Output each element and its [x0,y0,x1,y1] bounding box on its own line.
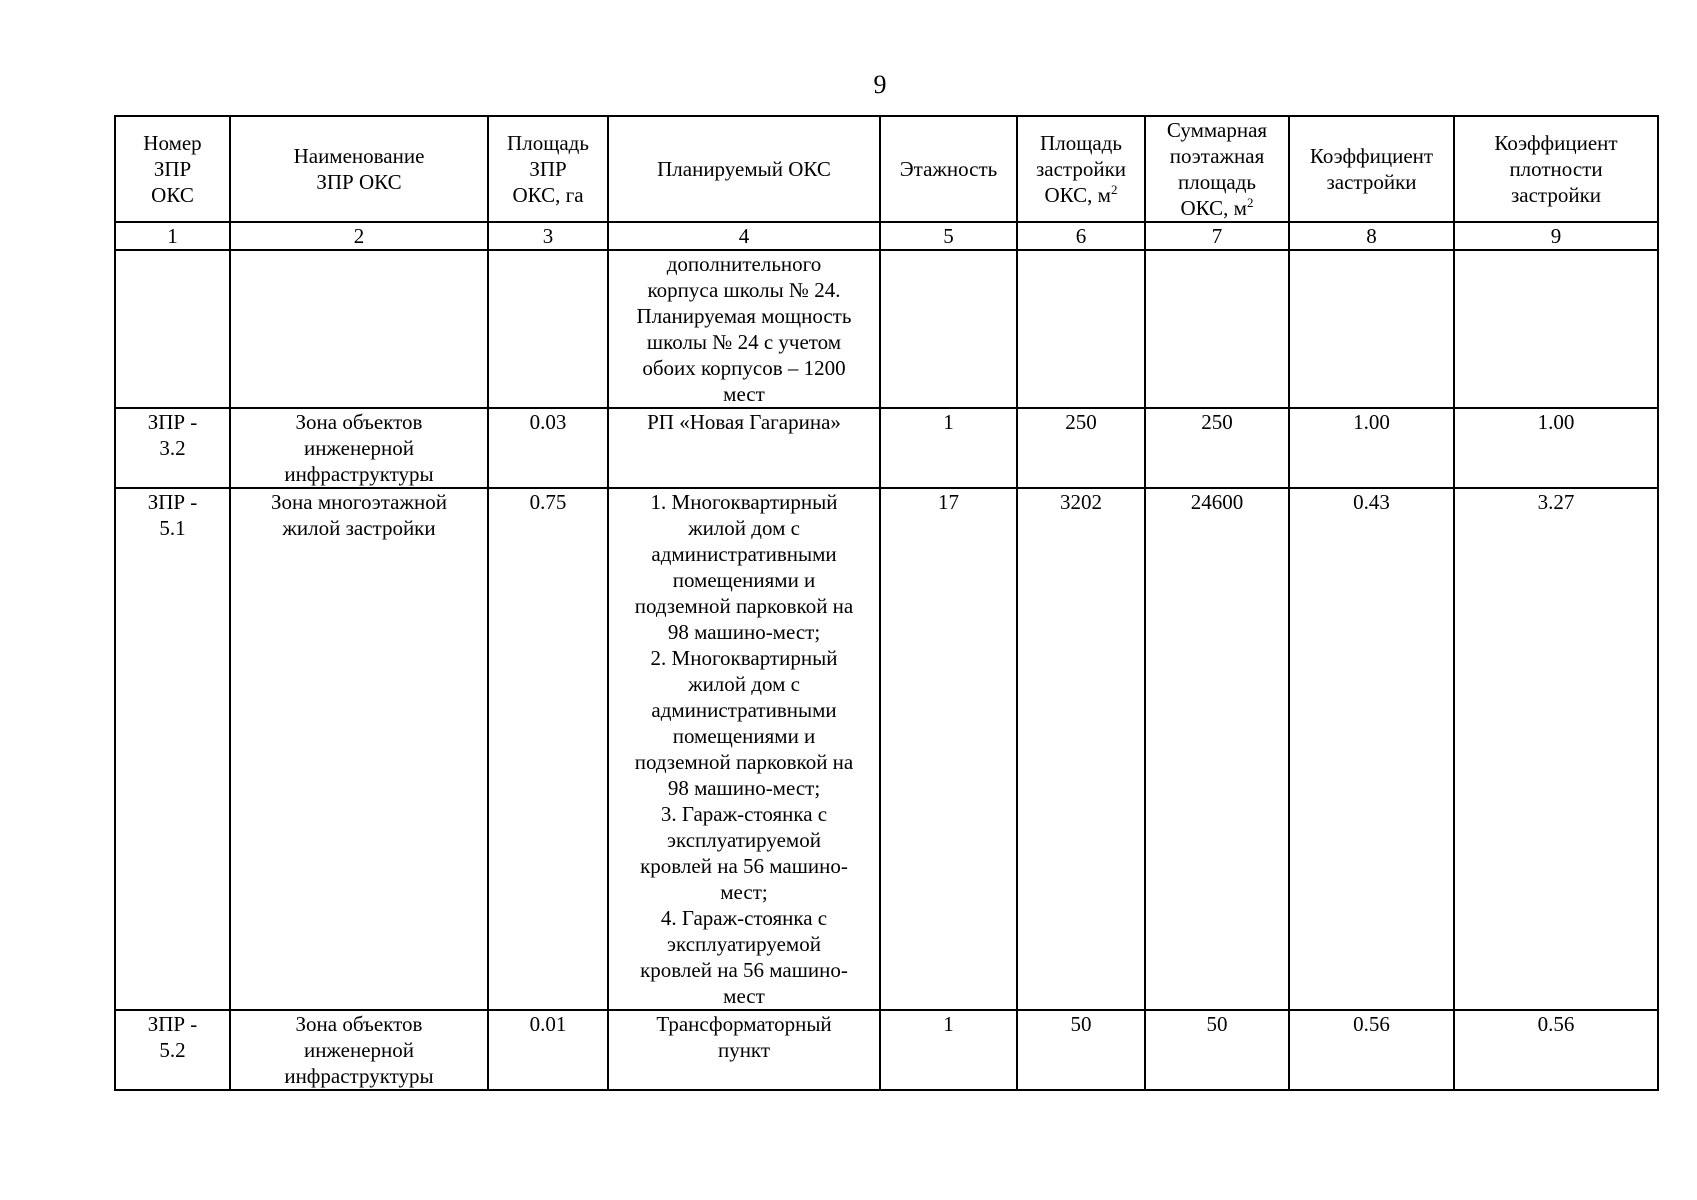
column-number: 7 [1145,222,1289,250]
page-number: 9 [873,70,887,99]
header-zone-name: Наименование ЗПР ОКС [230,116,488,222]
column-number: 3 [488,222,608,250]
cell-zone-area: 0.03 [488,408,608,488]
header-total-floor-area: Суммарная поэтажная площадь ОКС, $м^2$ [1145,116,1289,222]
header-built-area: Площадь застройки ОКС, $м^2$ [1017,116,1145,222]
header-coef-density: Коэффициент плотности застройки [1454,116,1658,222]
cell-zone-number: ЗПР - 5.2 [115,1010,230,1090]
table-header-row [115,116,1658,222]
cell-floors [880,250,1017,408]
cell-planned-object: 1. Многоквартирный жилой дом с административными помещениями и подземной парковкой на 98 машино-мест; 2. Многоквартирный жилой дом с административными помещениями и подземной парковкой на 98 машино-мест; 3. Гараж-стоянка с эксплуатируемой кровлей на 56 машино- мест; 4. Гараж-стоянка с эксплуатируемой кровлей на 56 машино- мест [608,488,880,1010]
cell-coef-built: 1.00 [1289,408,1454,488]
table-row [115,1010,1658,1090]
cell-floors: 17 [880,488,1017,1010]
column-number: 1 [115,222,230,250]
header-floors: Этажность [880,116,1017,222]
cell-zone-name: Зона объектов инженерной инфраструктуры [230,1010,488,1090]
cell-coef-density: 3.27 [1454,488,1658,1010]
column-number: 8 [1289,222,1454,250]
cell-built-area: 250 [1017,408,1145,488]
cell-zone-name [230,250,488,408]
cell-coef-built [1289,250,1454,408]
cell-zone-name: Зона многоэтажной жилой застройки [230,488,488,1010]
cell-zone-number: ЗПР - 3.2 [115,408,230,488]
cell-zone-area: 0.75 [488,488,608,1010]
column-number: 5 [880,222,1017,250]
column-number: 9 [1454,222,1658,250]
column-number-row [115,222,1658,250]
column-number: 4 [608,222,880,250]
cell-zone-name: Зона объектов инженерной инфраструктуры [230,408,488,488]
table-row [115,250,1658,408]
cell-planned-object: Трансформаторный пункт [608,1010,880,1090]
column-number: 6 [1017,222,1145,250]
cell-total-area: 24600 [1145,488,1289,1010]
cell-total-area: 50 [1145,1010,1289,1090]
cell-built-area [1017,250,1145,408]
zones-table [114,115,1659,1091]
cell-coef-built: 0.56 [1289,1010,1454,1090]
cell-coef-density [1454,250,1658,408]
cell-coef-density: 0.56 [1454,1010,1658,1090]
header-planned-object: Планируемый ОКС [608,116,880,222]
table-row [115,408,1658,488]
cell-coef-built: 0.43 [1289,488,1454,1010]
cell-zone-area: 0.01 [488,1010,608,1090]
cell-total-area: 250 [1145,408,1289,488]
cell-coef-density: 1.00 [1454,408,1658,488]
cell-total-area [1145,250,1289,408]
cell-zone-number [115,250,230,408]
cell-built-area: 50 [1017,1010,1145,1090]
cell-floors: 1 [880,408,1017,488]
cell-zone-area [488,250,608,408]
column-number: 2 [230,222,488,250]
cell-zone-number: ЗПР - 5.1 [115,488,230,1010]
cell-planned-object: РП «Новая Гагарина» [608,408,880,488]
cell-planned-object: дополнительного корпуса школы № 24. Планируемая мощность школы № 24 с учетом обоих корпусов – 1200 мест [608,250,880,408]
header-coef-built: Коэффициент застройки [1289,116,1454,222]
header-zone-number: Номер ЗПР ОКС [115,116,230,222]
header-zone-area: Площадь ЗПР ОКС, га [488,116,608,222]
cell-built-area: 3202 [1017,488,1145,1010]
table-row [115,488,1658,1010]
cell-floors: 1 [880,1010,1017,1090]
